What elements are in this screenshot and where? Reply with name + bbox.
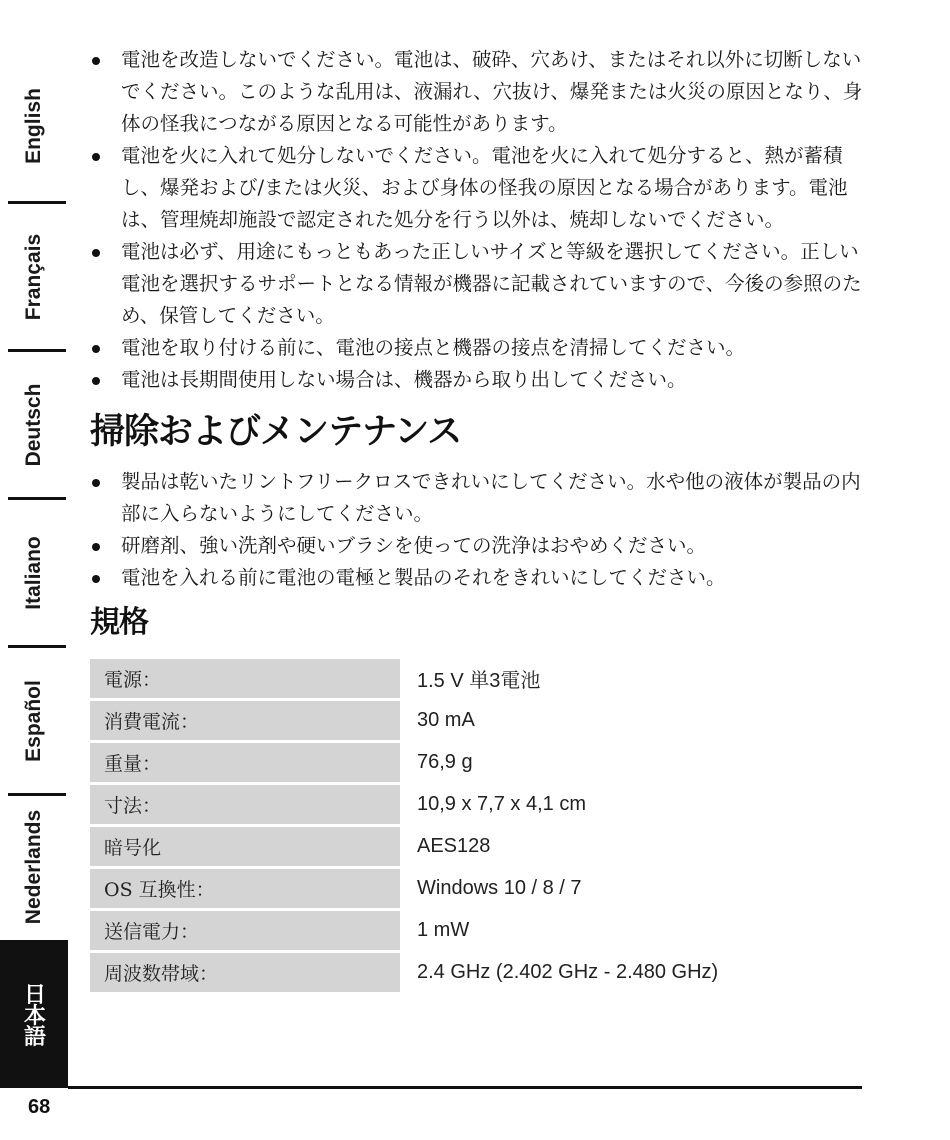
specs-table: [90, 656, 770, 995]
tab-english-label: English: [22, 88, 45, 164]
list-item: [90, 236, 865, 332]
spec-key: 重量：: [90, 743, 400, 782]
bullet-icon: [92, 345, 100, 353]
bullet-icon: [92, 479, 100, 487]
tab-espanol[interactable]: [0, 648, 68, 794]
bullet-icon: [92, 543, 100, 551]
spec-value: AES128: [417, 835, 491, 857]
list-item-text: 電池を火に入れて処分しないでください。電池を火に入れて処分すると、熱が蓄積し、爆発および/または火災、および身体の怪我の原因となる場合があります。電池は、管理焼却施設で認定された処分を行う以外は、焼却しないでください。: [121, 144, 848, 231]
cleaning-section-title: 掃除およびメンテナンス: [90, 412, 462, 452]
list-item-text: 電池を取り付ける前に、電池の接点と機器の接点を清掃してください。: [121, 336, 746, 359]
spec-key: 寸法：: [90, 785, 400, 824]
list-item: [90, 332, 865, 364]
table-row: [90, 785, 770, 824]
tab-italiano-label: Italiano: [22, 536, 45, 610]
list-item-text: 研磨剤、強い洗剤や硬いブラシを使っての洗浄はおやめください。: [121, 534, 707, 557]
spec-value: 76,9 g: [417, 751, 473, 773]
table-row: [90, 827, 770, 866]
page-number: 68: [28, 1096, 51, 1118]
tab-nederlands[interactable]: [0, 796, 68, 938]
tab-francais[interactable]: [0, 204, 68, 350]
list-item-text: 電池は必ず、用途にもっともあった正しいサイズと等級を選択してください。正しい電池を選択するサポートとなる情報が機器に記載されていますので、今後の参照のため、保管してください。: [121, 240, 862, 327]
tab-italiano[interactable]: [0, 500, 68, 646]
tab-japanese[interactable]: [0, 940, 68, 1088]
spec-value: 10,9 x 7,7 x 4,1 cm: [417, 793, 586, 815]
spec-value: 1 mW: [417, 919, 470, 941]
tab-espanol-label: Español: [22, 680, 45, 762]
list-item: [90, 140, 865, 236]
spec-value: 30 mA: [417, 709, 475, 731]
specs-section-title: 規格: [90, 605, 148, 640]
table-row: [90, 911, 770, 950]
tab-english[interactable]: [0, 50, 68, 202]
tab-francais-label: Français: [22, 233, 45, 321]
language-sidebar: [0, 50, 68, 1088]
table-row: [90, 869, 770, 908]
list-item: [90, 44, 865, 140]
footer-divider: [68, 1086, 862, 1089]
list-item-text: 電池を入れる前に電池の電極と製品のそれをきれいにしてください。: [121, 566, 726, 589]
table-row: [90, 953, 770, 992]
spec-key: 周波数帯域：: [90, 953, 400, 992]
tab-deutsch-label: Deutsch: [22, 383, 45, 467]
spec-key: 暗号化: [90, 827, 400, 866]
list-item-text: 製品は乾いたリントフリークロスできれいにしてください。水や他の液体が製品の内部に入らないようにしてください。: [121, 470, 861, 525]
bullet-icon: [92, 57, 100, 65]
list-item-text: 電池を改造しないでください。電池は、破砕、穴あけ、またはそれ以外に切断しないでください。このような乱用は、液漏れ、穴抜け、爆発または火災の原因となり、身体の怪我につながる原因となる可能性があります。: [121, 48, 863, 135]
spec-key: 電源：: [90, 659, 400, 698]
bullet-icon: [92, 377, 100, 385]
cleaning-list: [90, 466, 865, 594]
spec-value: 1.5 V 単3電池: [417, 670, 541, 692]
list-item: [90, 466, 865, 530]
bullet-icon: [92, 575, 100, 583]
table-row: [90, 659, 770, 698]
list-item: [90, 530, 865, 562]
spec-key: 送信電力：: [90, 911, 400, 950]
list-item: [90, 364, 865, 396]
spec-key: OS 互換性：: [90, 869, 400, 908]
bullet-icon: [92, 249, 100, 257]
spec-value: 2.4 GHz (2.402 GHz - 2.480 GHz): [417, 961, 719, 983]
tab-deutsch[interactable]: [0, 352, 68, 498]
table-row: [90, 743, 770, 782]
tab-nederlands-label: Nederlands: [22, 809, 45, 925]
battery-warnings-list: [90, 44, 865, 396]
main-content: [90, 44, 865, 995]
list-item-text: 電池は長期間使用しない場合は、機器から取り出してください。: [121, 368, 687, 391]
table-row: [90, 701, 770, 740]
spec-key: 消費電流：: [90, 701, 400, 740]
bullet-icon: [92, 153, 100, 161]
spec-value: Windows 10 / 8 / 7: [417, 877, 582, 899]
tab-japanese-label: 日本語: [21, 982, 47, 1046]
list-item: [90, 562, 865, 594]
